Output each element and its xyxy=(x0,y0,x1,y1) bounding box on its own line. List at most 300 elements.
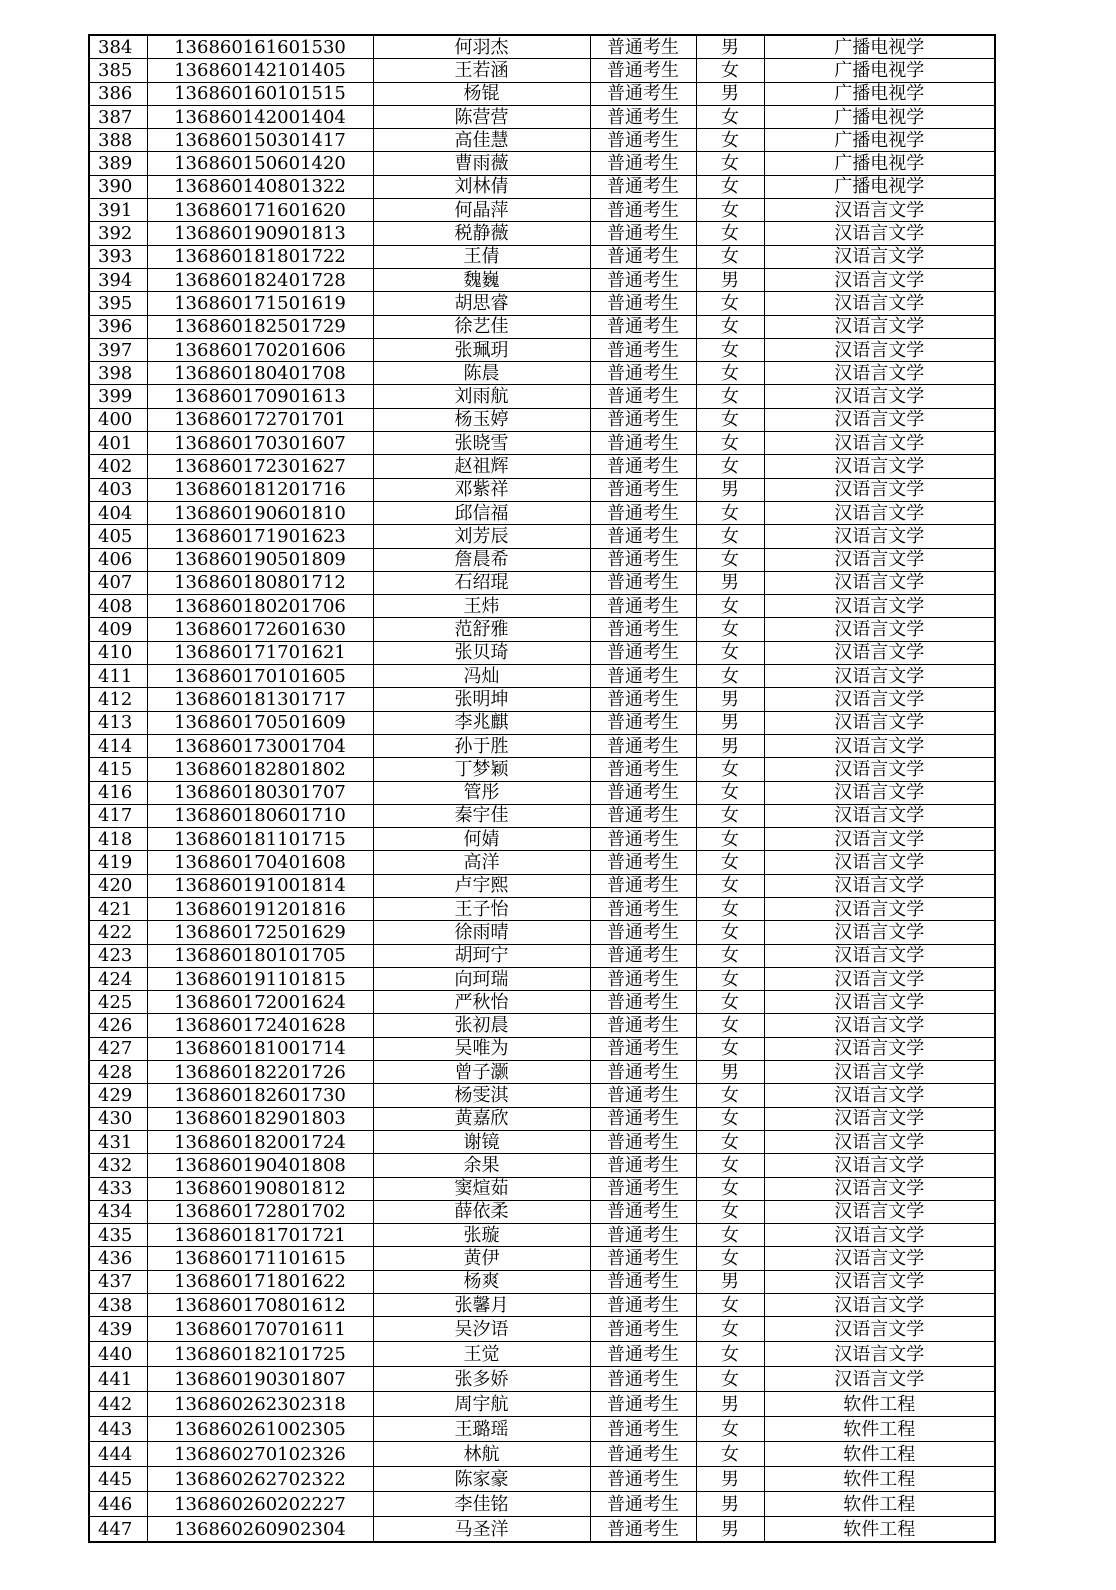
student-name-cell: 王炜 xyxy=(373,595,590,618)
candidate-id-cell: 136860180801712 xyxy=(147,571,373,594)
gender-cell: 男 xyxy=(696,478,764,501)
row-number-cell: 426 xyxy=(89,1014,147,1037)
table-row xyxy=(89,1492,995,1517)
table-row xyxy=(89,268,995,291)
table-row xyxy=(89,1317,995,1342)
gender-cell: 男 xyxy=(696,35,764,59)
candidate-id-cell: 136860181101715 xyxy=(147,828,373,851)
student-name-cell: 张初晨 xyxy=(373,1014,590,1037)
table-row xyxy=(89,1200,995,1223)
row-number-cell: 434 xyxy=(89,1200,147,1223)
student-name-cell: 陈家豪 xyxy=(373,1467,590,1492)
candidate-type-cell: 普通考生 xyxy=(590,548,696,571)
student-name-cell: 胡珂宁 xyxy=(373,944,590,967)
candidate-id-cell: 136860161601530 xyxy=(147,35,373,59)
table-row xyxy=(89,571,995,594)
gender-cell: 女 xyxy=(696,1224,764,1247)
gender-cell: 男 xyxy=(696,1392,764,1417)
row-number-cell: 440 xyxy=(89,1342,147,1367)
major-cell: 汉语言文学 xyxy=(764,897,995,920)
candidate-type-cell: 普通考生 xyxy=(590,1342,696,1367)
candidate-type-cell: 普通考生 xyxy=(590,315,696,338)
gender-cell: 女 xyxy=(696,455,764,478)
major-cell: 汉语言文学 xyxy=(764,571,995,594)
candidate-id-cell: 136860172601630 xyxy=(147,618,373,641)
candidate-type-cell: 普通考生 xyxy=(590,1130,696,1153)
row-number-cell: 394 xyxy=(89,268,147,291)
candidate-type-cell: 普通考生 xyxy=(590,245,696,268)
row-number-cell: 439 xyxy=(89,1317,147,1342)
gender-cell: 女 xyxy=(696,665,764,688)
table-row xyxy=(89,292,995,315)
row-number-cell: 409 xyxy=(89,618,147,641)
row-number-cell: 406 xyxy=(89,548,147,571)
candidate-id-cell: 136860171501619 xyxy=(147,292,373,315)
major-cell: 汉语言文学 xyxy=(764,501,995,524)
major-cell: 汉语言文学 xyxy=(764,338,995,361)
candidate-id-cell: 136860170501609 xyxy=(147,711,373,734)
major-cell: 汉语言文学 xyxy=(764,292,995,315)
candidate-type-cell: 普通考生 xyxy=(590,1200,696,1223)
candidate-type-cell: 普通考生 xyxy=(590,851,696,874)
major-cell: 广播电视学 xyxy=(764,152,995,175)
table-row xyxy=(89,478,995,501)
gender-cell: 男 xyxy=(696,688,764,711)
row-number-cell: 429 xyxy=(89,1084,147,1107)
row-number-cell: 393 xyxy=(89,245,147,268)
major-cell: 广播电视学 xyxy=(764,105,995,128)
candidate-id-cell: 136860190401808 xyxy=(147,1154,373,1177)
admission-roster-table xyxy=(88,34,996,1543)
table-row xyxy=(89,851,995,874)
row-number-cell: 442 xyxy=(89,1392,147,1417)
candidate-id-cell: 136860180201706 xyxy=(147,595,373,618)
candidate-type-cell: 普通考生 xyxy=(590,711,696,734)
row-number-cell: 425 xyxy=(89,991,147,1014)
candidate-id-cell: 136860140801322 xyxy=(147,175,373,198)
candidate-id-cell: 136860160101515 xyxy=(147,82,373,105)
table-row xyxy=(89,548,995,571)
candidate-type-cell: 普通考生 xyxy=(590,268,696,291)
student-name-cell: 赵祖辉 xyxy=(373,455,590,478)
candidate-id-cell: 136860172501629 xyxy=(147,921,373,944)
gender-cell: 男 xyxy=(696,1061,764,1084)
student-name-cell: 张贝琦 xyxy=(373,641,590,664)
table-row xyxy=(89,1442,995,1467)
gender-cell: 女 xyxy=(696,315,764,338)
gender-cell: 男 xyxy=(696,734,764,757)
gender-cell: 女 xyxy=(696,967,764,990)
candidate-id-cell: 136860261002305 xyxy=(147,1417,373,1442)
student-name-cell: 高佳慧 xyxy=(373,129,590,152)
row-number-cell: 419 xyxy=(89,851,147,874)
candidate-type-cell: 普通考生 xyxy=(590,292,696,315)
candidate-id-cell: 136860170901613 xyxy=(147,385,373,408)
table-row xyxy=(89,967,995,990)
row-number-cell: 445 xyxy=(89,1467,147,1492)
student-name-cell: 何婧 xyxy=(373,828,590,851)
candidate-type-cell: 普通考生 xyxy=(590,1417,696,1442)
student-name-cell: 冯灿 xyxy=(373,665,590,688)
row-number-cell: 404 xyxy=(89,501,147,524)
row-number-cell: 384 xyxy=(89,35,147,59)
candidate-id-cell: 136860171101615 xyxy=(147,1247,373,1270)
row-number-cell: 388 xyxy=(89,129,147,152)
candidate-type-cell: 普通考生 xyxy=(590,501,696,524)
row-number-cell: 399 xyxy=(89,385,147,408)
major-cell: 汉语言文学 xyxy=(764,199,995,222)
student-name-cell: 吴唯为 xyxy=(373,1037,590,1060)
student-name-cell: 何晶萍 xyxy=(373,199,590,222)
candidate-id-cell: 136860172801702 xyxy=(147,1200,373,1223)
table-row xyxy=(89,897,995,920)
gender-cell: 女 xyxy=(696,991,764,1014)
candidate-type-cell: 普通考生 xyxy=(590,35,696,59)
candidate-id-cell: 136860260202227 xyxy=(147,1492,373,1517)
table-row xyxy=(89,758,995,781)
row-number-cell: 411 xyxy=(89,665,147,688)
gender-cell: 女 xyxy=(696,1317,764,1342)
row-number-cell: 392 xyxy=(89,222,147,245)
row-number-cell: 441 xyxy=(89,1367,147,1392)
gender-cell: 女 xyxy=(696,1037,764,1060)
row-number-cell: 386 xyxy=(89,82,147,105)
candidate-type-cell: 普通考生 xyxy=(590,1492,696,1517)
major-cell: 汉语言文学 xyxy=(764,688,995,711)
gender-cell: 女 xyxy=(696,1107,764,1130)
table-row xyxy=(89,688,995,711)
major-cell: 广播电视学 xyxy=(764,175,995,198)
table-row xyxy=(89,1367,995,1392)
student-name-cell: 杨雯淇 xyxy=(373,1084,590,1107)
row-number-cell: 436 xyxy=(89,1247,147,1270)
student-name-cell: 杨爽 xyxy=(373,1270,590,1293)
student-name-cell: 林航 xyxy=(373,1442,590,1467)
candidate-type-cell: 普通考生 xyxy=(590,1037,696,1060)
major-cell: 汉语言文学 xyxy=(764,1200,995,1223)
candidate-id-cell: 136860180101705 xyxy=(147,944,373,967)
major-cell: 汉语言文学 xyxy=(764,525,995,548)
gender-cell: 男 xyxy=(696,1467,764,1492)
table-row xyxy=(89,82,995,105)
major-cell: 汉语言文学 xyxy=(764,1084,995,1107)
candidate-type-cell: 普通考生 xyxy=(590,758,696,781)
major-cell: 汉语言文学 xyxy=(764,1247,995,1270)
candidate-type-cell: 普通考生 xyxy=(590,152,696,175)
student-name-cell: 杨玉婷 xyxy=(373,408,590,431)
gender-cell: 男 xyxy=(696,1517,764,1543)
gender-cell: 女 xyxy=(696,1130,764,1153)
major-cell: 汉语言文学 xyxy=(764,828,995,851)
candidate-type-cell: 普通考生 xyxy=(590,665,696,688)
candidate-type-cell: 普通考生 xyxy=(590,1177,696,1200)
major-cell: 汉语言文学 xyxy=(764,665,995,688)
gender-cell: 女 xyxy=(696,245,764,268)
gender-cell: 男 xyxy=(696,571,764,594)
candidate-id-cell: 136860182001724 xyxy=(147,1130,373,1153)
gender-cell: 女 xyxy=(696,1154,764,1177)
gender-cell: 男 xyxy=(696,82,764,105)
candidate-id-cell: 136860172001624 xyxy=(147,991,373,1014)
row-number-cell: 444 xyxy=(89,1442,147,1467)
major-cell: 汉语言文学 xyxy=(764,478,995,501)
table-row xyxy=(89,734,995,757)
gender-cell: 女 xyxy=(696,199,764,222)
roster-body xyxy=(89,35,995,1542)
table-row xyxy=(89,1154,995,1177)
row-number-cell: 427 xyxy=(89,1037,147,1060)
gender-cell: 女 xyxy=(696,1294,764,1317)
candidate-id-cell: 136860172401628 xyxy=(147,1014,373,1037)
row-number-cell: 391 xyxy=(89,199,147,222)
table-row xyxy=(89,1130,995,1153)
student-name-cell: 丁梦颖 xyxy=(373,758,590,781)
gender-cell: 男 xyxy=(696,1270,764,1293)
table-row xyxy=(89,105,995,128)
gender-cell: 女 xyxy=(696,874,764,897)
table-row xyxy=(89,665,995,688)
major-cell: 软件工程 xyxy=(764,1442,995,1467)
major-cell: 汉语言文学 xyxy=(764,758,995,781)
candidate-type-cell: 普通考生 xyxy=(590,59,696,82)
student-name-cell: 陈晨 xyxy=(373,362,590,385)
candidate-type-cell: 普通考生 xyxy=(590,641,696,664)
major-cell: 汉语言文学 xyxy=(764,548,995,571)
major-cell: 汉语言文学 xyxy=(764,595,995,618)
major-cell: 汉语言文学 xyxy=(764,385,995,408)
table-row xyxy=(89,152,995,175)
student-name-cell: 李佳铭 xyxy=(373,1492,590,1517)
candidate-type-cell: 普通考生 xyxy=(590,1270,696,1293)
table-row xyxy=(89,1517,995,1543)
student-name-cell: 刘雨航 xyxy=(373,385,590,408)
student-name-cell: 黄伊 xyxy=(373,1247,590,1270)
candidate-type-cell: 普通考生 xyxy=(590,385,696,408)
student-name-cell: 曹雨薇 xyxy=(373,152,590,175)
major-cell: 汉语言文学 xyxy=(764,1270,995,1293)
table-row xyxy=(89,432,995,455)
student-name-cell: 何羽杰 xyxy=(373,35,590,59)
candidate-id-cell: 136860191201816 xyxy=(147,897,373,920)
student-name-cell: 周宇航 xyxy=(373,1392,590,1417)
table-row xyxy=(89,362,995,385)
student-name-cell: 张明坤 xyxy=(373,688,590,711)
candidate-id-cell: 136860170701611 xyxy=(147,1317,373,1342)
major-cell: 广播电视学 xyxy=(764,59,995,82)
table-row xyxy=(89,618,995,641)
candidate-id-cell: 136860180601710 xyxy=(147,804,373,827)
candidate-type-cell: 普通考生 xyxy=(590,1442,696,1467)
gender-cell: 女 xyxy=(696,501,764,524)
student-name-cell: 邓紫祥 xyxy=(373,478,590,501)
candidate-type-cell: 普通考生 xyxy=(590,1224,696,1247)
candidate-id-cell: 136860262702322 xyxy=(147,1467,373,1492)
candidate-id-cell: 136860190501809 xyxy=(147,548,373,571)
candidate-id-cell: 136860182901803 xyxy=(147,1107,373,1130)
gender-cell: 女 xyxy=(696,897,764,920)
row-number-cell: 389 xyxy=(89,152,147,175)
table-row xyxy=(89,501,995,524)
table-row xyxy=(89,59,995,82)
candidate-id-cell: 136860182501729 xyxy=(147,315,373,338)
major-cell: 软件工程 xyxy=(764,1392,995,1417)
row-number-cell: 447 xyxy=(89,1517,147,1543)
major-cell: 汉语言文学 xyxy=(764,804,995,827)
gender-cell: 女 xyxy=(696,338,764,361)
row-number-cell: 387 xyxy=(89,105,147,128)
major-cell: 汉语言文学 xyxy=(764,268,995,291)
candidate-id-cell: 136860181201716 xyxy=(147,478,373,501)
gender-cell: 女 xyxy=(696,129,764,152)
candidate-id-cell: 136860181801722 xyxy=(147,245,373,268)
student-name-cell: 邱信福 xyxy=(373,501,590,524)
student-name-cell: 王若涵 xyxy=(373,59,590,82)
candidate-id-cell: 136860142001404 xyxy=(147,105,373,128)
major-cell: 汉语言文学 xyxy=(764,711,995,734)
table-row xyxy=(89,315,995,338)
student-name-cell: 刘芳辰 xyxy=(373,525,590,548)
gender-cell: 男 xyxy=(696,711,764,734)
gender-cell: 女 xyxy=(696,1200,764,1223)
table-row xyxy=(89,1342,995,1367)
major-cell: 汉语言文学 xyxy=(764,1294,995,1317)
candidate-id-cell: 136860150301417 xyxy=(147,129,373,152)
student-name-cell: 严秋怡 xyxy=(373,991,590,1014)
table-row xyxy=(89,641,995,664)
table-row xyxy=(89,199,995,222)
row-number-cell: 401 xyxy=(89,432,147,455)
student-name-cell: 张珮玥 xyxy=(373,338,590,361)
candidate-id-cell: 136860170101605 xyxy=(147,665,373,688)
student-name-cell: 张晓雪 xyxy=(373,432,590,455)
row-number-cell: 417 xyxy=(89,804,147,827)
candidate-id-cell: 136860182401728 xyxy=(147,268,373,291)
candidate-type-cell: 普通考生 xyxy=(590,944,696,967)
major-cell: 汉语言文学 xyxy=(764,1317,995,1342)
candidate-type-cell: 普通考生 xyxy=(590,408,696,431)
candidate-id-cell: 136860191001814 xyxy=(147,874,373,897)
candidate-id-cell: 136860182801802 xyxy=(147,758,373,781)
candidate-type-cell: 普通考生 xyxy=(590,618,696,641)
candidate-type-cell: 普通考生 xyxy=(590,571,696,594)
candidate-id-cell: 136860182201726 xyxy=(147,1061,373,1084)
candidate-id-cell: 136860170201606 xyxy=(147,338,373,361)
table-row xyxy=(89,1037,995,1060)
gender-cell: 女 xyxy=(696,152,764,175)
candidate-id-cell: 136860171801622 xyxy=(147,1270,373,1293)
major-cell: 汉语言文学 xyxy=(764,408,995,431)
row-number-cell: 428 xyxy=(89,1061,147,1084)
table-row xyxy=(89,595,995,618)
major-cell: 汉语言文学 xyxy=(764,362,995,385)
gender-cell: 女 xyxy=(696,362,764,385)
table-row xyxy=(89,525,995,548)
table-row xyxy=(89,245,995,268)
row-number-cell: 422 xyxy=(89,921,147,944)
student-name-cell: 向珂瑞 xyxy=(373,967,590,990)
candidate-id-cell: 136860172701701 xyxy=(147,408,373,431)
major-cell: 广播电视学 xyxy=(764,82,995,105)
table-row xyxy=(89,1270,995,1293)
row-number-cell: 398 xyxy=(89,362,147,385)
candidate-id-cell: 136860182101725 xyxy=(147,1342,373,1367)
candidate-type-cell: 普通考生 xyxy=(590,828,696,851)
row-number-cell: 408 xyxy=(89,595,147,618)
major-cell: 汉语言文学 xyxy=(764,991,995,1014)
table-row xyxy=(89,1467,995,1492)
gender-cell: 女 xyxy=(696,525,764,548)
candidate-id-cell: 136860170801612 xyxy=(147,1294,373,1317)
table-row xyxy=(89,1177,995,1200)
row-number-cell: 443 xyxy=(89,1417,147,1442)
candidate-id-cell: 136860181001714 xyxy=(147,1037,373,1060)
candidate-id-cell: 136860190901813 xyxy=(147,222,373,245)
candidate-type-cell: 普通考生 xyxy=(590,525,696,548)
student-name-cell: 石绍琨 xyxy=(373,571,590,594)
student-name-cell: 卢宇熙 xyxy=(373,874,590,897)
student-name-cell: 税静薇 xyxy=(373,222,590,245)
major-cell: 汉语言文学 xyxy=(764,315,995,338)
student-name-cell: 刘林倩 xyxy=(373,175,590,198)
candidate-id-cell: 136860190601810 xyxy=(147,501,373,524)
candidate-id-cell: 136860180401708 xyxy=(147,362,373,385)
gender-cell: 女 xyxy=(696,292,764,315)
table-row xyxy=(89,129,995,152)
row-number-cell: 435 xyxy=(89,1224,147,1247)
row-number-cell: 414 xyxy=(89,734,147,757)
gender-cell: 男 xyxy=(696,1492,764,1517)
table-row xyxy=(89,1061,995,1084)
row-number-cell: 432 xyxy=(89,1154,147,1177)
student-name-cell: 窦煊茹 xyxy=(373,1177,590,1200)
row-number-cell: 446 xyxy=(89,1492,147,1517)
table-row xyxy=(89,1014,995,1037)
row-number-cell: 395 xyxy=(89,292,147,315)
major-cell: 汉语言文学 xyxy=(764,641,995,664)
gender-cell: 女 xyxy=(696,1442,764,1467)
candidate-type-cell: 普通考生 xyxy=(590,338,696,361)
student-name-cell: 徐雨晴 xyxy=(373,921,590,944)
student-name-cell: 魏巍 xyxy=(373,268,590,291)
student-name-cell: 黄嘉欣 xyxy=(373,1107,590,1130)
table-row xyxy=(89,35,995,59)
student-name-cell: 薛依柔 xyxy=(373,1200,590,1223)
row-number-cell: 400 xyxy=(89,408,147,431)
major-cell: 汉语言文学 xyxy=(764,1014,995,1037)
candidate-type-cell: 普通考生 xyxy=(590,804,696,827)
candidate-type-cell: 普通考生 xyxy=(590,1061,696,1084)
candidate-type-cell: 普通考生 xyxy=(590,1154,696,1177)
candidate-type-cell: 普通考生 xyxy=(590,478,696,501)
major-cell: 汉语言文学 xyxy=(764,851,995,874)
student-name-cell: 徐艺佳 xyxy=(373,315,590,338)
candidate-id-cell: 136860181701721 xyxy=(147,1224,373,1247)
student-name-cell: 张多娇 xyxy=(373,1367,590,1392)
gender-cell: 女 xyxy=(696,944,764,967)
major-cell: 汉语言文学 xyxy=(764,781,995,804)
major-cell: 汉语言文学 xyxy=(764,455,995,478)
candidate-type-cell: 普通考生 xyxy=(590,362,696,385)
candidate-id-cell: 136860150601420 xyxy=(147,152,373,175)
major-cell: 汉语言文学 xyxy=(764,1342,995,1367)
candidate-type-cell: 普通考生 xyxy=(590,1517,696,1543)
gender-cell: 女 xyxy=(696,1177,764,1200)
candidate-type-cell: 普通考生 xyxy=(590,967,696,990)
student-name-cell: 范舒雅 xyxy=(373,618,590,641)
major-cell: 软件工程 xyxy=(764,1517,995,1543)
student-name-cell: 王子怡 xyxy=(373,897,590,920)
student-name-cell: 曾子灏 xyxy=(373,1061,590,1084)
